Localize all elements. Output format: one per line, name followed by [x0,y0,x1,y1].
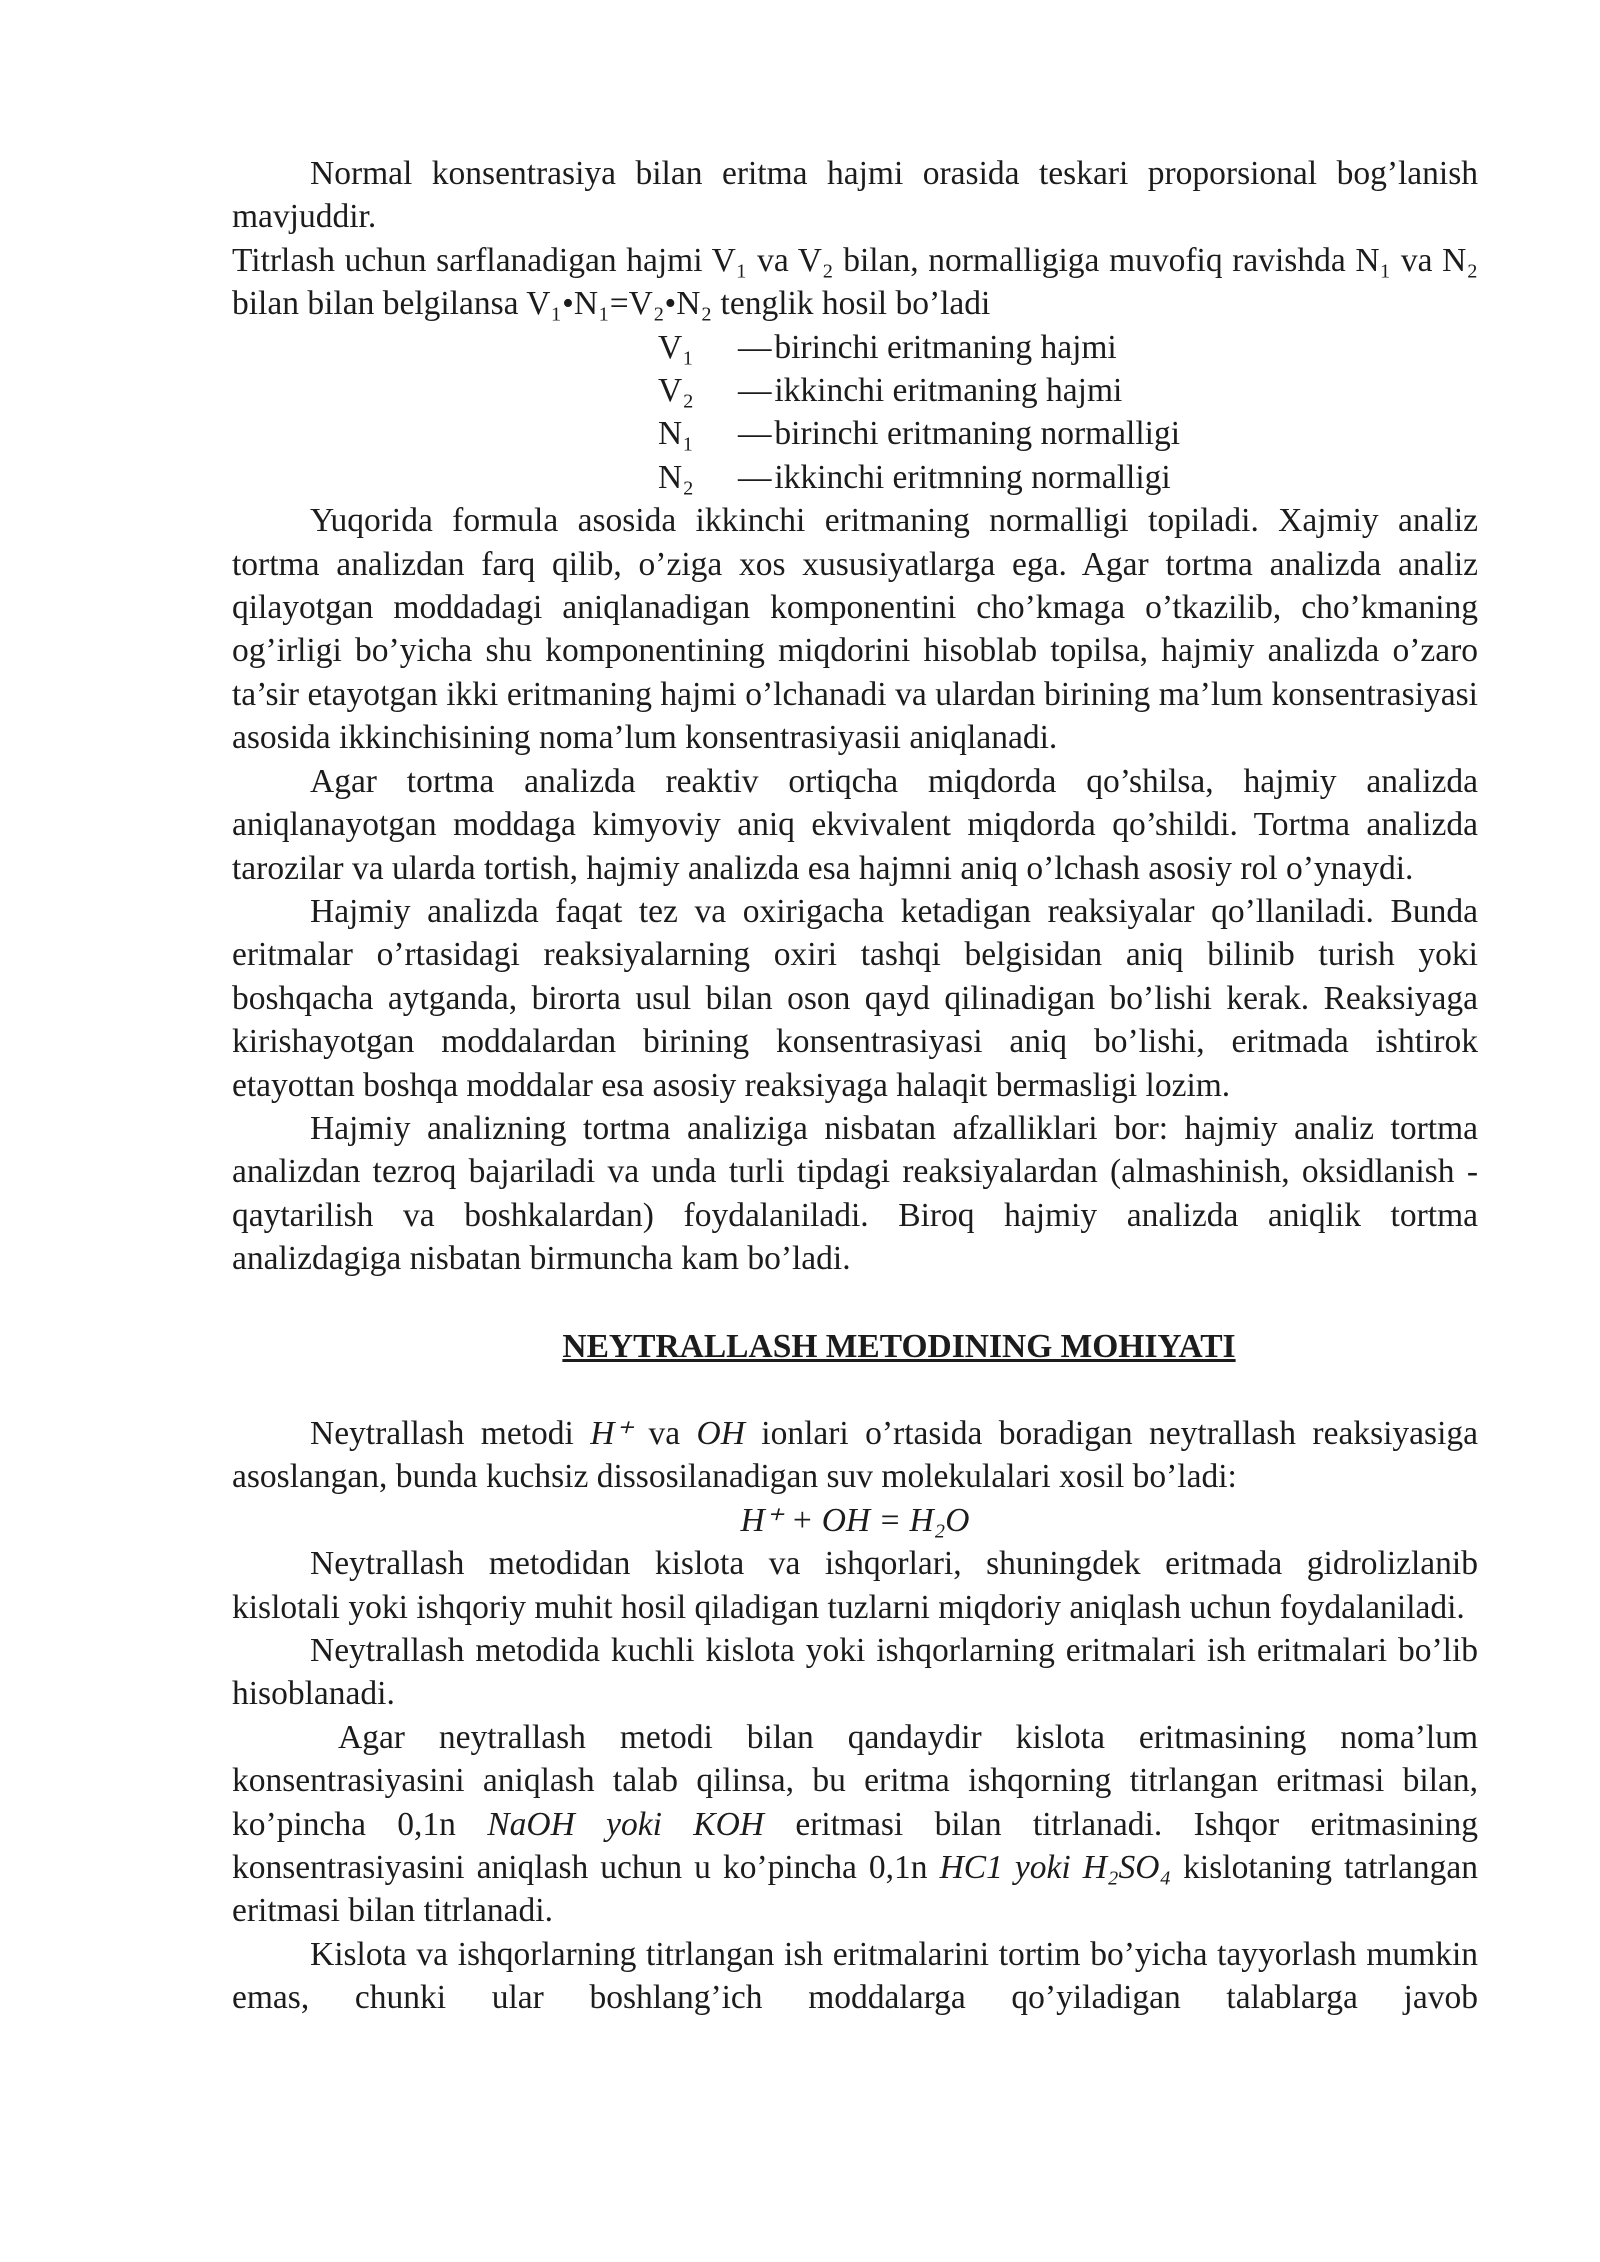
legend-row [658,412,1478,455]
text-run: kislotaning tatrlangan eritmasi bilan titrlanadi. [232,1849,1479,1930]
legend-row [658,456,1478,499]
text-run: eritmasi bilan titrlanadi. Ishqor eritmasining konsentrasiyasini aniqlash uchun u ko’pincha 0,1n [232,1805,1478,1887]
legend-row [658,369,1478,412]
legend-description: birinchi eritmaning hajmi [774,328,1117,366]
paragraph-4: Agar tortma analizda reaktiv ortiqcha miqdorda qo’shilsa, hajmiy analizda aniqlanayotgan moddaga kimyoviy aniq ekvivalent miqdorda qo’shildi. Tortma analizda tarozilar va ularda tortish, hajmiy analizda esa hajmni aniq o’lchash asosiy rol o’ynaydi. [232,762,1478,887]
document-page [232,152,1478,2020]
hydrogen-ion: H⁺ [590,1414,633,1452]
legend-symbol: V₂ [658,372,694,410]
reaction-formula: H⁺ + OH = H₂O [740,1501,970,1539]
paragraph-11: Kislota va ishqorlarning titrlangan ish eritmalarini tortim bo’yicha tayyorlash mumkin emas, chunki ular boshlang’ich moddalarga qo’yiladigan talablarga javob [232,1935,1478,2017]
legend-symbol: N₂ [658,458,694,496]
reagent-names: NaOH yoki KOH [487,1805,764,1843]
legend-symbol: V₁ [658,328,694,366]
legend-dash: — [738,415,772,453]
text-run: va [632,1414,697,1452]
variable-legend [658,326,1478,500]
legend-symbol: N₁ [658,415,694,453]
legend-row [658,326,1478,369]
legend-dash: — [738,458,772,496]
text-run: Agar neytrallash metodi bilan qandaydir kislota eritmasining noma’lum konsentrasiyasini aniqlash talab qilinsa, bu eritma ishqorning titrlangan eritmasi bilan, ko’pincha 0,1n [232,1718,1478,1843]
paragraph-9: Neytrallash metodida kuchli kislota yoki ishqorlarning eritmalari ish eritmalari bo’lib hisoblanadi. [232,1632,1478,1713]
section-heading: NEYTRALLASH METODINING MOHIYATI [562,1327,1236,1365]
text-run: ionlari o’rtasida boradigan neytrallash reaksiyasiga asoslangan, bunda kuchsiz dissosilanadigan suv molekulalari xosil bo’ladi: [232,1414,1478,1496]
text-run: Neytrallash metodi [310,1414,591,1452]
paragraph-3: Yuqorida formula asosida ikkinchi eritmaning normalligi topiladi. Xajmiy analiz tortma analizdan farq qilib, o’ziga xos xususiyatlarga ega. Agar tortma analizda analiz qilayotgan moddadagi aniqlanadigan komponentini cho’kmaga o’tkazilib, cho’kmaning og’irligi bo’yicha shu komponentining miqdorini hisoblab topilsa, hajmiy analizda o’zaro ta’sir etayotgan ikki eritmaning hajmi o’lchanadi va ulardan birining ma’lum konsentrasiyasi asosida ikkinchisining noma’lum konsentrasiyasii aniqlanadi. [232,502,1478,757]
legend-description: ikkinchi eritmning normalligi [774,458,1171,496]
paragraph-5: Hajmiy analizda faqat tez va oxirigacha ketadigan reaksiyalar qo’llaniladi. Bunda eritmalar o’rtasidagi reaksiyalarning oxiri tashqi belgisidan aniq bilinib turish yoki boshqacha aytganda, birorta usul bilan oson qayd qilinadigan bo’lishi kerak. Reaksiyaga kirishayotgan moddalardan birining konsentrasiyasi aniq bo’lishi, eritmada ishtirok etayottan boshqa moddalar esa asosiy reaksiyaga halaqit bermasligi lozim. [232,892,1478,1104]
paragraph-2: Titrlash uchun sarflanadigan hajmi V₁ va V₂ bilan, normalligiga muvofiq ravishda N₁ va N₂ bilan bilan belgilansa V₁•N₁=V₂•N₂ tenglik hosil bo’ladi [232,241,1478,323]
legend-dash: — [738,328,772,366]
paragraph-6: Hajmiy analizning tortma analiziga nisbatan afzalliklari bor: hajmiy analiz tortma analizdan tezroq bajariladi va unda turli tipdagi reaksiyalardan (almashinish, oksidlanish - qaytarilish va boshkalardan) foydalaniladi. Biroq hajmiy analizda aniqlik tortma analizdagiga nisbatan birmuncha kam bo’ladi. [232,1109,1478,1278]
paragraph-8: Neytrallash metodidan kislota va ishqorlari, shuningdek eritmada gidrolizlanib kislotali yoki ishqoriy muhit hosil qiladigan tuzlarni miqdoriy aniqlash uchun foydalaniladi. [232,1545,1478,1626]
legend-description: ikkinchi eritmaning hajmi [774,372,1123,410]
legend-description: birinchi eritmaning normalligi [774,415,1181,453]
paragraph-10 [232,1716,1478,1933]
acid-names: HC1 yoki H₂SO₄ [939,1849,1172,1887]
hydroxide-ion: OH [696,1414,745,1452]
legend-dash: — [738,372,772,410]
paragraph-7 [232,1412,1478,1499]
paragraph-1: Normal konsentrasiya bilan eritma hajmi orasida teskari proporsional bog’lanish mavjuddir. [232,155,1478,236]
